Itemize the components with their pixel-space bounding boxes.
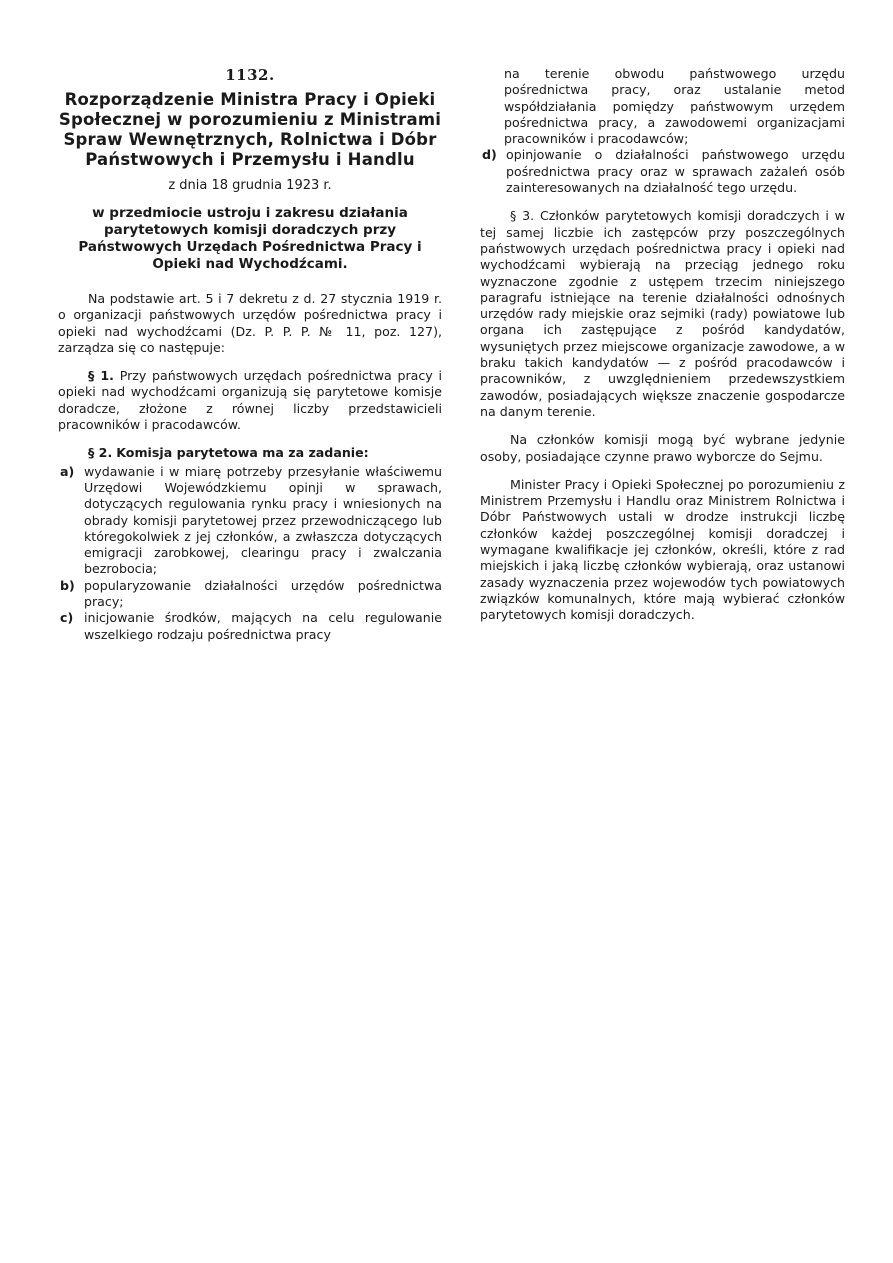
section-3-text: Członków parytetowych komisji doradczych i w tej samej liczbie ich zastępców przy poszczególnych państwowych urzędach pośrednictwa pracy i opieki nad wychodźcami wybierają na przeciąg jednego roku wyznaczone zgodnie z ustępem trzecim niniejszego paragrafu istniejące na terenie działalności odnośnych urzędów rady miejskie oraz sejmiki (rady) powiatowe lub organa ich zastępujące z pośród kandydatów, wysuniętych przez miejscowe organizacje zawodowe, a w braku takich kandydatów — z pośród pracodawców i pracowników, z uwzględnieniem przedewszystkiem zawodów, posiadających większe znaczenie gospodarcze na danym terenie. xyxy=(480,208,845,419)
document-subject: w przedmiocie ustroju i zakresu działania parytetowych komisji doradczych przy Państwowych Urzędach Pośrednictwa Pracy i Opieki nad Wychodźcami. xyxy=(78,205,422,272)
list-item-letter: c) xyxy=(60,610,74,626)
section-3-label: § 3. xyxy=(510,208,535,224)
intro-paragraph: Na podstawie art. 5 i 7 dekretu z d. 27 stycznia 1919 r. o organizacji państwowych urzędów pośrednictwa pracy i opieki nad wychodźcami (Dz. P. P. P. № 11, poz. 127), zarządza się co następuje: xyxy=(58,291,442,355)
section-1-label: § 1. xyxy=(88,368,114,384)
section-2-list-continued xyxy=(480,147,845,196)
list-item-c-continuation: na terenie obwodu państwowego urzędu pośrednictwa pracy, oraz ustalanie metod współdziałania pomiędzy państwowym urzędem pośrednictwa pracy, a zawodowemi organizacjami pracowników i pracodawców; xyxy=(504,66,845,147)
list-item-letter: b) xyxy=(60,577,75,593)
list-item-text: inicjowanie środków, mających na celu regulowanie wszelkiego rodzaju pośrednictwa pracy xyxy=(84,610,442,642)
document-number: 1132. xyxy=(225,66,275,84)
list-item-text: opinjowanie o działalności państwowego urzędu pośrednictwa pracy oraz w sprawach zażaleń osób zainteresowanych na działalność tego urzędu. xyxy=(506,147,845,196)
section-2-text: Komisja parytetowa ma za zadanie: xyxy=(116,445,369,461)
list-item xyxy=(60,578,442,611)
section-2-label: § 2. xyxy=(88,445,113,461)
list-item xyxy=(60,464,442,578)
list-item xyxy=(482,147,845,196)
section-3 xyxy=(480,208,845,420)
left-column xyxy=(58,66,442,643)
list-item-letter: d) xyxy=(482,147,497,163)
right-column xyxy=(480,66,845,636)
document-date: z dnia 18 grudnia 1923 r. xyxy=(168,178,332,193)
list-item-text: wydawanie i w miarę potrzeby przesyłanie właściwemu Urzędowi Wojewódzkiemu opinji w sprawach, dotyczących regulowania rynku pracy i wniesionych na obrady komisji parytetowej przez przewodniczącego lub któregokolwiek z jej członków, a zwłaszcza dotyczących emigracji zarobkowej, clearingu pracy i zwalczania bezrobocia; xyxy=(84,463,442,577)
section-2 xyxy=(58,445,442,461)
list-item-text: popularyzowanie działalności urzędów pośrednictwa pracy; xyxy=(84,577,442,610)
section-1-text: Przy państwowych urzędach pośrednictwa pracy i opieki nad wychodźcami organizują się parytetowe komisje doradcze, złożone z równej liczby przedstawicieli pracowników i pracodawców. xyxy=(58,368,442,433)
section-3-paragraph-3: Minister Pracy i Opieki Społecznej po porozumieniu z Ministrem Przemysłu i Handlu oraz Ministrem Rolnictwa i Dóbr Państwowych ustali w drodze instrukcji liczbę członków każdej poszczególnej komisji doradczej i wymagane kwalifikacje jej członków, określi, które z rad miejskich i jaką liczbę członków wybierają, oraz ustanowi zasady wyznaczenia przez wojewodów tych powiatowych związków komunalnych, które mają wybierać członków parytetowych komisji doradczych. xyxy=(480,476,845,623)
section-1 xyxy=(58,368,442,433)
list-item-letter: a) xyxy=(60,463,75,479)
section-2-list xyxy=(58,464,442,643)
document-title: Rozporządzenie Ministra Pracy i Opieki Społecznej w porozumieniu z Ministrami Spraw Wewnętrznych, Rolnictwa i Dóbr Państwowych i Przemysłu i Handlu xyxy=(58,90,442,169)
section-3-paragraph-2: Na członków komisji mogą być wybrane jedynie osoby, posiadające czynne prawo wyborcze do Sejmu. xyxy=(480,432,845,464)
list-item xyxy=(60,610,442,643)
